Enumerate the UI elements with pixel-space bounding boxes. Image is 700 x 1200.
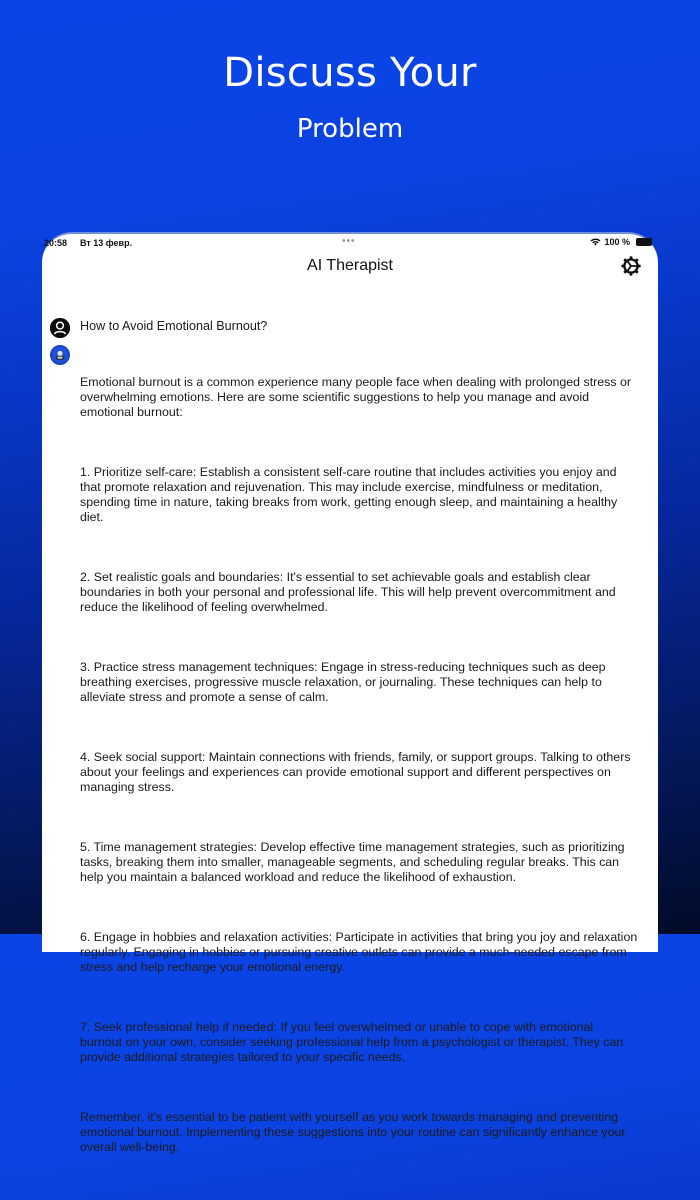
status-bar <box>42 236 658 252</box>
assistant-message-text <box>80 345 641 1200</box>
response-conclusion: Remember, it's essential to be patient with yourself as you work towards managing and preventing emotional burnout. Implementing these suggestions into your routine can significantly enhance your overall well-being. <box>80 1110 629 1154</box>
assistant-message <box>42 345 658 1200</box>
status-date: Вт 13 февр. <box>80 238 133 248</box>
promo-subtitle: Problem <box>296 114 404 144</box>
user-message-text: How to Avoid Emotional Burnout? <box>80 319 268 333</box>
gear-icon[interactable] <box>620 255 642 277</box>
response-item-6: 6. Engage in hobbies and relaxation activities: Participate in activities that bring you joy and relaxation regularly. Engaging in hobbies or pursuing creative outlets can provide a much-needed escape from stress and help recharge your emotional energy. <box>80 930 641 974</box>
tablet-screen <box>42 232 658 1154</box>
response-item-4: 4. Seek social support: Maintain connections with friends, family, or support groups. Talking to others about your feelings and experiences can provide emotional support and different perspectives on managing stress. <box>80 750 634 794</box>
promo-title: Discuss Your <box>223 50 477 96</box>
status-time: 20:58 <box>44 238 68 248</box>
user-message <box>42 316 658 336</box>
page-title: AI Therapist <box>307 257 393 274</box>
response-item-5: 5. Time management strategies: Develop effective time management strategies, such as prioritizing tasks, breaking them into smaller, manageable segments, and scheduling regular breaks. This can help you maintain a balanced workload and reduce the likelihood of exhaustion. <box>80 840 628 884</box>
response-item-3: 3. Practice stress management techniques: Engage in stress-reducing techniques such as deep breathing exercises, progressive muscle relaxation, or journaling. These techniques can help to alleviate stress and promote a sense of calm. <box>80 660 609 704</box>
chat-thread <box>42 316 658 1200</box>
multitasking-dots[interactable]: ••• <box>342 236 356 247</box>
battery-percent: 100 % <box>604 237 630 247</box>
ai-therapist-avatar-icon <box>50 345 70 365</box>
response-item-2: 2. Set realistic goals and boundaries: It's essential to set achievable goals and establish clear boundaries in both your personal and professional life. This will help prevent overcommitment and reduce the likelihood of feeling overwhelmed. <box>80 570 620 614</box>
response-intro: Emotional burnout is a common experience many people face when dealing with prolonged stress or overwhelming emotions. Here are some scientific suggestions to help you manage and avoid emotional burnout: <box>80 375 635 419</box>
response-item-7: 7. Seek professional help if needed: If you feel overwhelmed or unable to cope with emotional burnout on your own, consider seeking professional help from a psychologist or therapist. They can provide additional strategies tailored to your specific needs. <box>80 1020 627 1064</box>
status-indicators <box>590 237 652 247</box>
promo-header <box>0 0 700 225</box>
response-item-1: 1. Prioritize self-care: Establish a consistent self-care routine that includes activities you enjoy and that promote relaxation and rejuvenation. This may include exercise, mindfulness or meditation, spending time in nature, taking breaks from work, getting enough sleep, and maintaining a healthy diet. <box>80 465 621 524</box>
wifi-icon <box>590 238 601 246</box>
battery-full-icon <box>636 238 652 246</box>
user-silhouette-icon <box>50 318 70 338</box>
navigation-bar <box>42 254 658 282</box>
